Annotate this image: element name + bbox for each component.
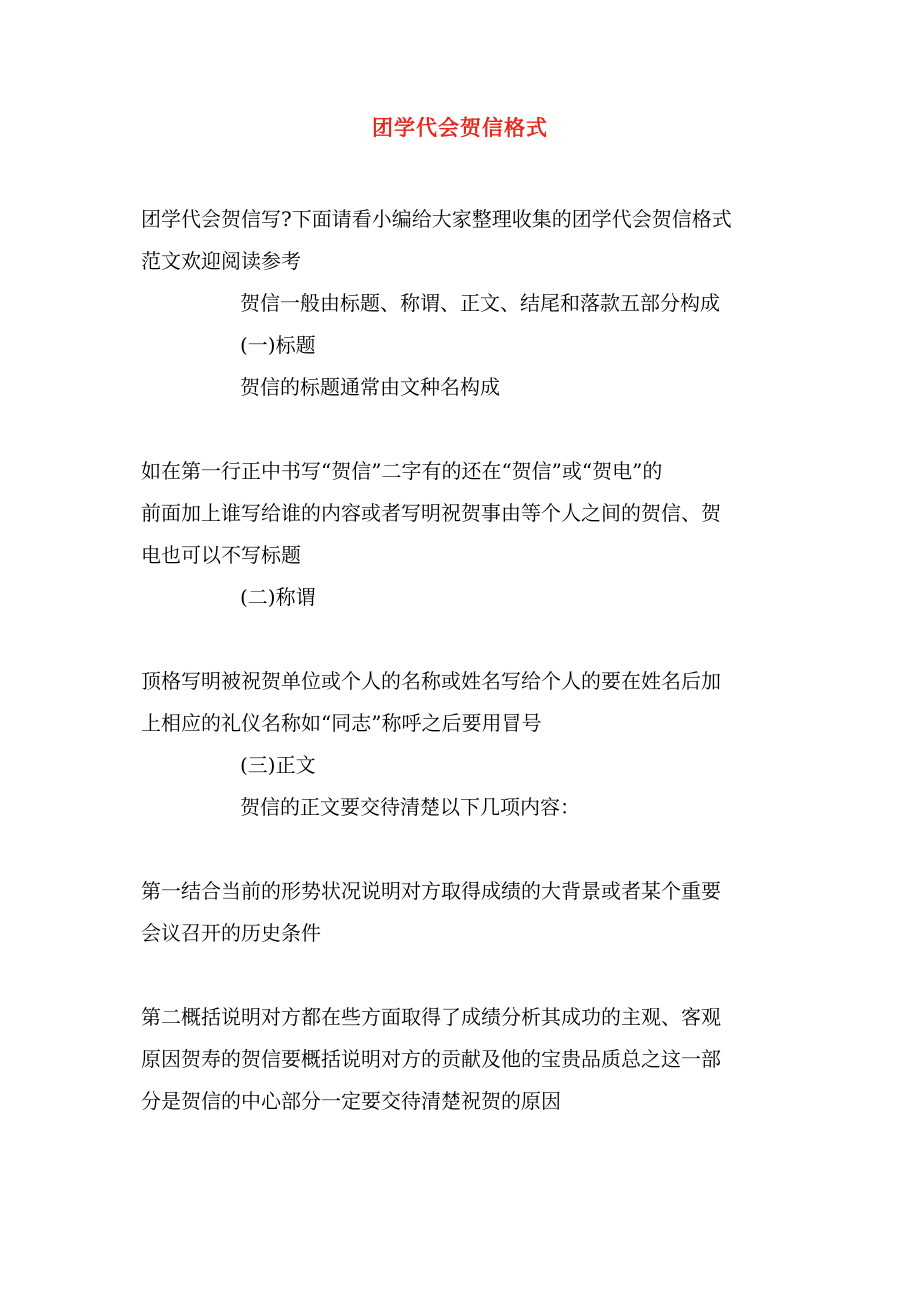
intro-line: 团学代会贺信写?下面请看小编给大家整理收集的团学代会贺信格式 <box>141 207 732 231</box>
paragraph-line: 原因贺寿的贺信要概括说明对方的贡献及他的宝贵品质总之这一部 <box>141 1047 721 1071</box>
paragraph-line: 前面加上谁写给谁的内容或者写明祝贺事由等个人之间的贺信、贺 <box>141 501 721 525</box>
heading-salutation-section: (二)称谓 <box>240 585 316 609</box>
title-section-description: 贺信的标题通常由文种名构成 <box>240 375 500 399</box>
paragraph-line: 上相应的礼仪名称如“同志”称呼之后要用冒号 <box>141 711 542 735</box>
title-section-paragraph <box>141 450 791 576</box>
composition-line: 贺信一般由标题、称谓、正文、结尾和落款五部分构成 <box>240 291 720 315</box>
body-section-description: 贺信的正文要交待清楚以下几项内容： <box>240 795 580 819</box>
paragraph-line: 如在第一行正中书写“贺信”二字有的还在“贺信”或“贺电”的 <box>141 459 663 483</box>
intro-paragraph <box>141 198 791 282</box>
paragraph-line: 第一结合当前的形势状况说明对方取得成绩的大背景或者某个重要 <box>141 879 721 903</box>
document-title: 团学代会贺信格式 <box>372 115 548 140</box>
paragraph-line: 第二概括说明对方都在些方面取得了成绩分析其成功的主观、客观 <box>141 1005 721 1029</box>
second-point-paragraph <box>141 996 791 1122</box>
heading-title-section: (一)标题 <box>240 333 316 357</box>
paragraph-line: 电也可以不写标题 <box>141 543 301 567</box>
paragraph-line: 会议召开的历史条件 <box>141 921 321 945</box>
intro-line: 范文欢迎阅读参考 <box>141 249 301 273</box>
paragraph-line: 分是贺信的中心部分一定要交待清楚祝贺的原因 <box>141 1089 561 1113</box>
paragraph-line: 顶格写明被祝贺单位或个人的名称或姓名写给个人的要在姓名后加 <box>141 669 721 693</box>
salutation-paragraph <box>141 660 791 744</box>
first-point-paragraph <box>141 870 791 954</box>
heading-body-section: (三)正文 <box>240 753 316 777</box>
